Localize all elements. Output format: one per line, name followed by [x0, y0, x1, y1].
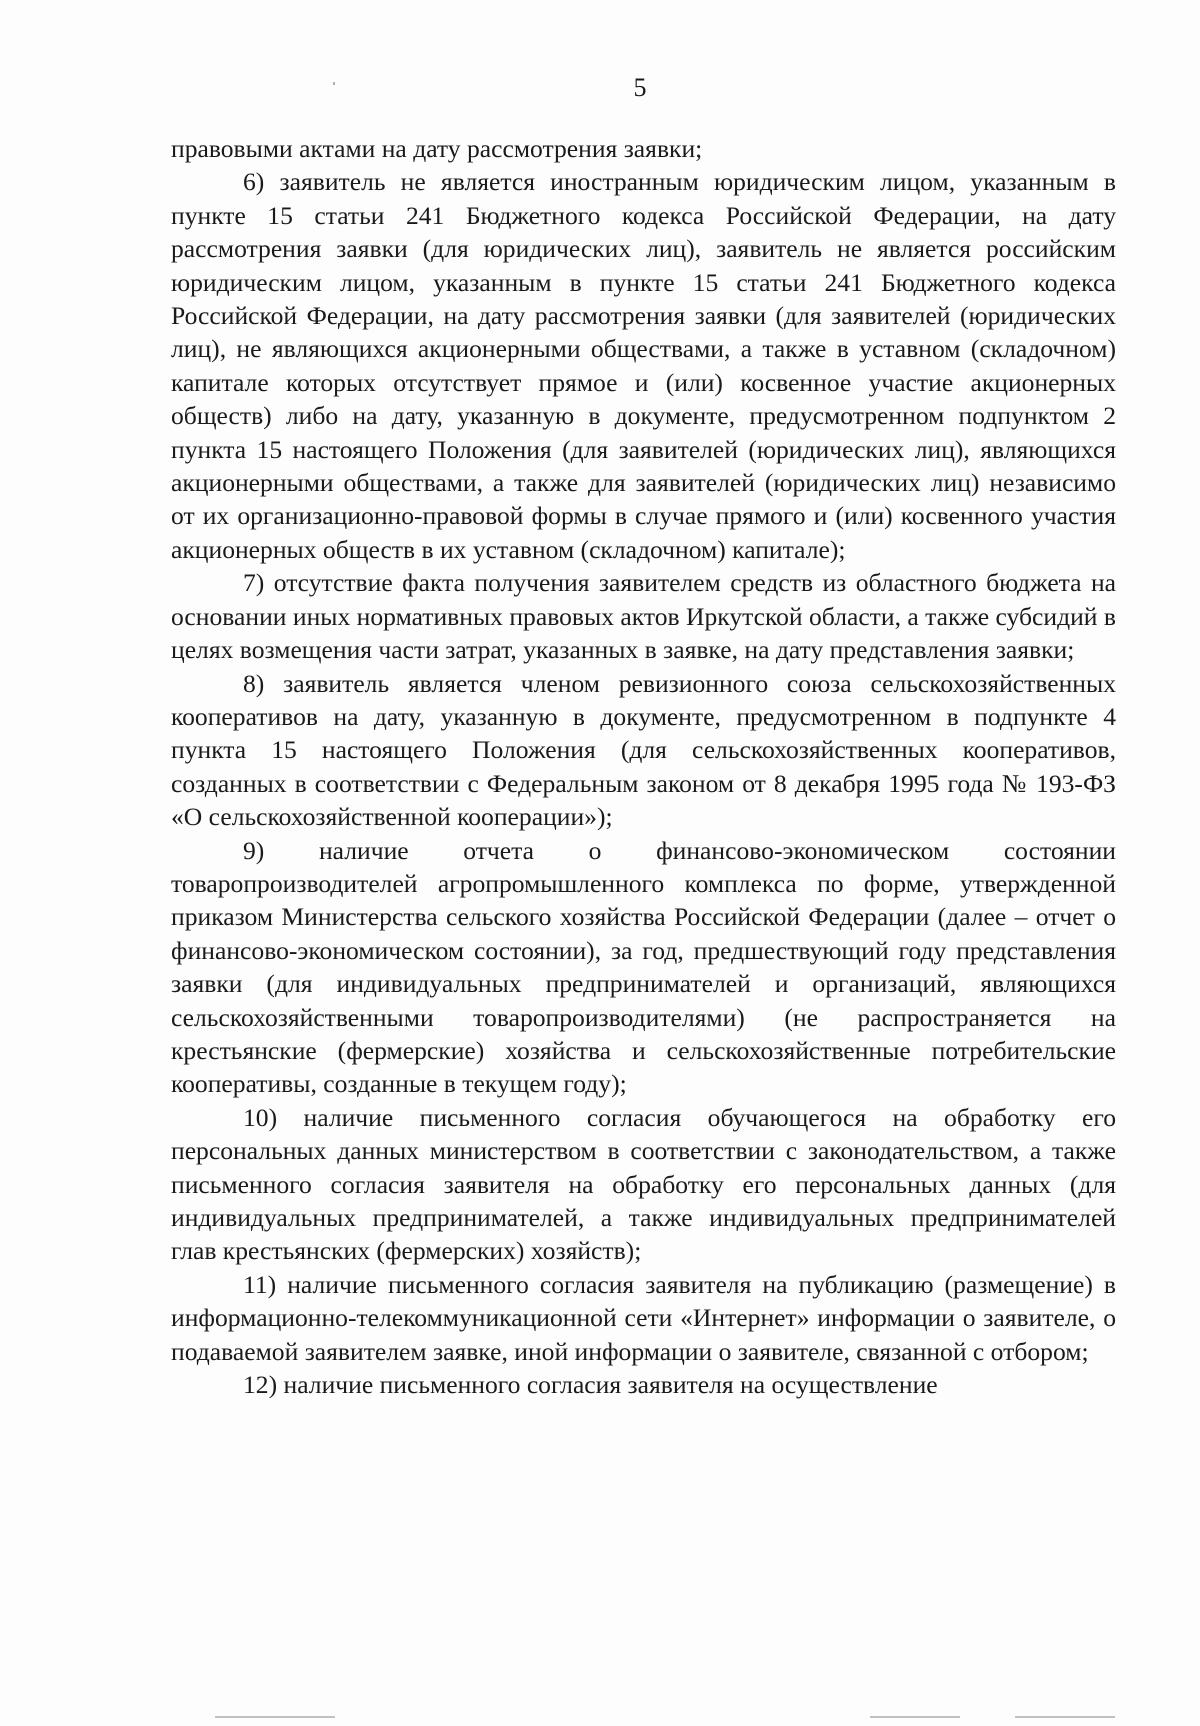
paragraph-item-8: 8) заявитель является членом ревизионного союза сельскохозяйственных кооперативов на дату, указанную в документе, предусмотренном в подпункте 4 пункта 15 настоящего Положения (для сельскохозяйственных кооперативов, созданных в соответствии с Федеральным законом от 8 декабря 1995 года № 193-ФЗ «О сельскохозяйственной кооперации»); [171, 668, 1116, 832]
paragraph-item-6: 6) заявитель не является иностранным юридическим лицом, указанным в пункте 15 статьи 241 Бюджетного кодекса Российской Федерации, на дату рассмотрения заявки (для юридических лиц), заявитель не является российским юридическим лицом, указанным в пункте 15 статьи 241 Бюджетного кодекса Российской Федерации, на дату рассмотрения заявки (для заявителей (юридических лиц), не являющихся акционерными обществами, а также в уставном (складочном) капитале которых отсутствует прямое и (или) косвенное участие акционерных обществ) либо на дату, указанную в документе, предусмотренном подпунктом 2 пункта 15 настоящего Положения (для заявителей (юридических лиц), являющихся акционерными обществами, а также для заявителей (юридических лиц) независимо от их организационно-правовой формы в случае прямого и (или) косвенного участия акционерных обществ в их уставном (складочном) капитале); [171, 167, 1116, 564]
scan-artifact-middle [870, 1716, 960, 1718]
page-number: 5 [633, 73, 647, 102]
paragraph-continuation: правовыми актами на дату рассмотрения заявки; [171, 134, 703, 163]
paragraph-item-9: 9) наличие отчета о финансово-экономическом состоянии товаропроизводителей агропромышленного комплекса по форме, утвержденной приказом Министерства сельского хозяйства Российской Федерации (далее – отчет о финансово-экономическом состоянии), за год, предшествующий году представления заявки (для индивидуальных предпринимателей и организаций, являющихся сельскохозяйственными товаропроизводителями) (не распространяется на крестьянские (фермерские) хозяйства и сельскохозяйственные потребительские кооперативы, созданные в текущем году); [171, 835, 1116, 1099]
scan-artifact-right [1015, 1716, 1115, 1718]
paragraph-item-12: 12) наличие письменного согласия заявителя на осуществление [243, 1370, 938, 1400]
document-body [171, 132, 1116, 1401]
paragraph-item-10: 10) наличие письменного согласия обучающегося на обработку его персональных данных министерством в соответствии с законодательством, а также письменного согласия заявителя на обработку его персональных данных (для индивидуальных предпринимателей, а также индивидуальных предпринимателей глав крестьянских (фермерских) хозяйств); [171, 1102, 1116, 1266]
paragraph-item-11: 11) наличие письменного согласия заявителя на публикацию (размещение) в информационно-телекоммуникационной сети «Интернет» информации о заявителе, о подаваемой заявителем заявке, иной информации о заявителе, связанной с отбором; [171, 1269, 1116, 1366]
paragraph-item-7: 7) отсутствие факта получения заявителем средств из областного бюджета на основании иных нормативных правовых актов Иркутской области, а также субсидий в целях возмещения части затрат, указанных в заявке, на дату представления заявки; [171, 568, 1116, 665]
scan-artifact-left [215, 1716, 335, 1718]
